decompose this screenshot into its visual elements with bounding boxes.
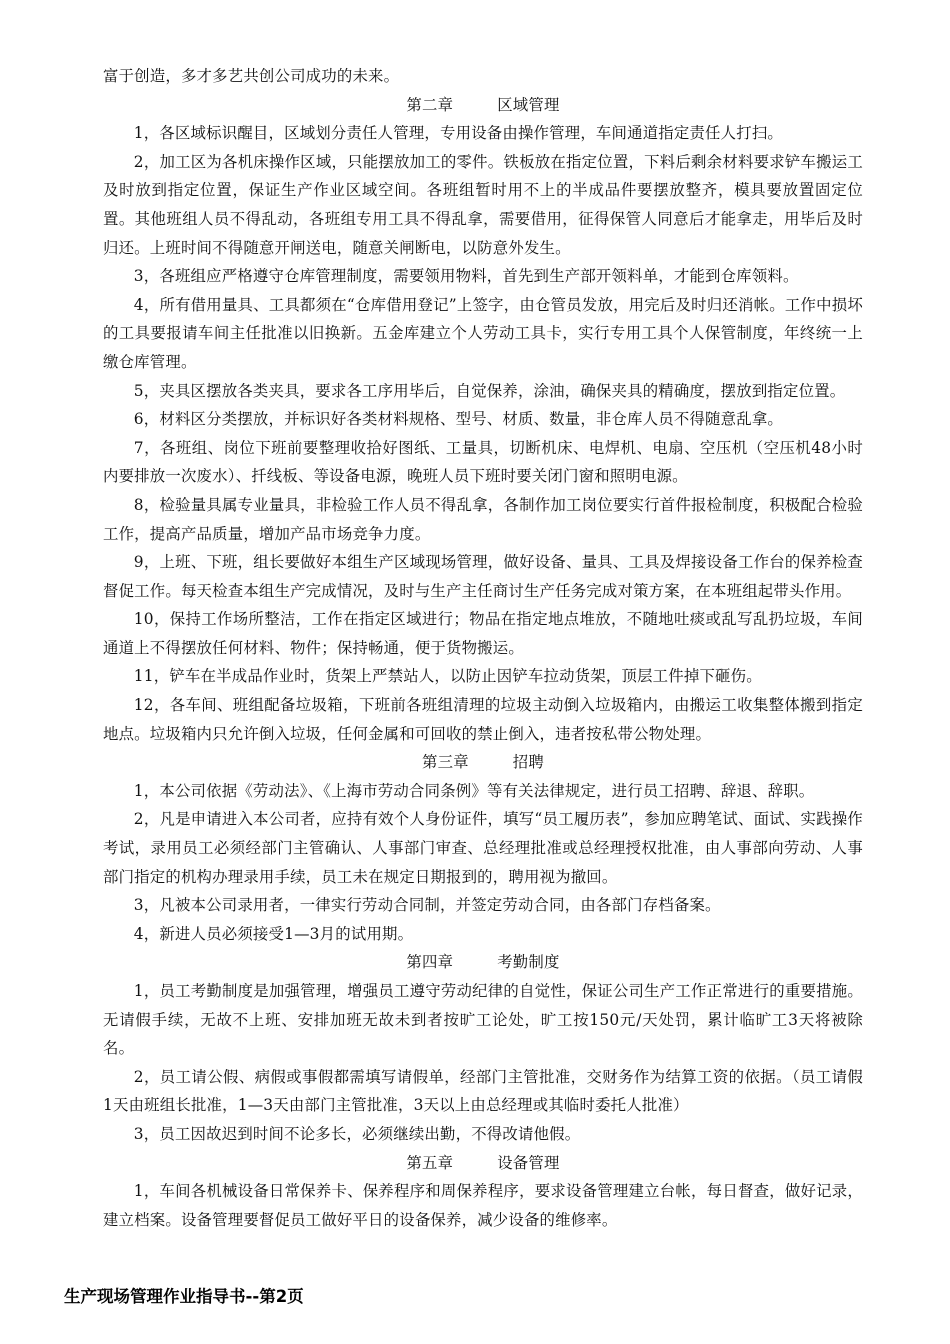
- paragraph: 2，加工区为各机床操作区域，只能摆放加工的零件。铁板放在指定位置，下料后剩余材料要求铲车搬运工及时放到指定位置，保证生产作业区域空间。各班组暂时用不上的半成品件要摆放整齐，模具要放置固定位置。其他班组人员不得乱动，各班组专用工具不得乱拿，需要借用，征得保管人同意后才能拿走，用毕后及时归还。上班时间不得随意开闸送电，随意关闸断电，以防意外发生。: [103, 152, 863, 257]
- page-footer: 生产现场管理作业指导书--第2页: [64, 1287, 304, 1306]
- paragraph: 4，新进人员必须接受1—3月的试用期。: [133, 924, 414, 943]
- chapter-title: 招聘: [512, 753, 544, 772]
- chapter-number: 第二章: [406, 95, 454, 114]
- chapter-2: [103, 91, 863, 749]
- chapter-title: 设备管理: [497, 1153, 560, 1172]
- chapter-3: [103, 748, 863, 948]
- chapter-heading: [103, 91, 863, 120]
- paragraph: 5，夹具区摆放各类夹具，要求各工序用毕后，自觉保养，涂油，确保夹具的精确度，摆放到指定位置。: [133, 381, 846, 400]
- document-body: [103, 62, 863, 1234]
- paragraph: 4，所有借用量具、工具都须在“仓库借用登记”上签字，由仓管员发放，用完后及时归还消帐。工作中损坏的工具要报请车间主任批准以旧换新。五金库建立个人劳动工具卡，实行专用工具个人保管制度，年终统一上缴仓库管理。: [103, 295, 863, 371]
- paragraph: 9，上班、下班，组长要做好本组生产区域现场管理，做好设备、量具、工具及焊接设备工作台的保养检查督促工作。每天检查本组生产完成情况，及时与生产主任商讨生产任务完成对策方案，在本班组起带头作用。: [103, 553, 863, 600]
- paragraph: 11，铲车在半成品作业时，货架上严禁站人，以防止因铲车拉动货架，顶层工件掉下砸伤。: [133, 667, 762, 686]
- paragraph: 2，凡是申请进入本公司者，应持有效个人身份证件，填写“员工履历表”，参加应聘笔试、面试、实践操作考试，录用员工必须经部门主管确认、人事部门审查、总经理批准或总经理授权批准，由人事部向劳动、人事部门指定的机构办理录用手续，员工未在规定日期报到的，聘用视为撤回。: [103, 810, 863, 886]
- paragraph: 6，材料区分类摆放，并标识好各类材料规格、型号、材质、数量，非仓库人员不得随意乱拿。: [133, 410, 784, 429]
- paragraph: 1，车间各机械设备日常保养卡、保养程序和周保养程序，要求设备管理建立台帐，每日督查，做好记录，建立档案。设备管理要督促员工做好平日的设备保养，减少设备的维修率。: [103, 1182, 863, 1229]
- paragraph: 2，员工请公假、病假或事假都需填写请假单，经部门主管批准，交财务作为结算工资的依据。（员工请假1天由班组长批准，1—3天由部门主管批准，3天以上由总经理或其临时委托人批准）: [103, 1067, 863, 1115]
- paragraph: 3，凡被本公司录用者，一律实行劳动合同制，并签定劳动合同，由各部门存档备案。: [133, 896, 721, 915]
- chapter-4: [103, 948, 863, 1148]
- paragraph: 10，保持工作场所整洁，工作在指定区域进行；物品在指定地点堆放，不随地吐痰或乱写乱扔垃圾，车间通道上不得摆放任何材料、物件；保持畅通，便于货物搬运。: [103, 610, 863, 657]
- chapter-5: [103, 1149, 863, 1235]
- paragraph: 12，各车间、班组配备垃圾箱，下班前各班组清理的垃圾主动倒入垃圾箱内，由搬运工收集整体搬到指定地点。垃圾箱内只允许倒入垃圾，任何金属和可回收的禁止倒入，违者按私带公物处理。: [103, 696, 863, 743]
- chapter-heading: [103, 1149, 863, 1178]
- paragraph: 3，员工因故迟到时间不论多长，必须继续出勤，不得改请他假。: [133, 1124, 581, 1143]
- chapter-heading: [103, 948, 863, 977]
- paragraph: 8，检验量具属专业量具，非检验工作人员不得乱拿，各制作加工岗位要实行首件报检制度，积极配合检验工作，提高产品质量，增加产品市场竞争力度。: [103, 495, 863, 543]
- paragraph: 1，员工考勤制度是加强管理，增强员工遵守劳动纪律的自觉性，保证公司生产工作正常进行的重要措施。无请假手续，无故不上班、安排加班无故未到者按旷工论处，旷工按150元/天处罚，累计临旷工3天将被除名。: [103, 982, 863, 1058]
- lead-paragraph: 富于创造，多才多艺共创公司成功的未来。: [103, 67, 400, 85]
- chapter-heading: [103, 748, 863, 777]
- chapter-number: 第三章: [422, 753, 469, 772]
- chapter-number: 第四章: [406, 953, 454, 972]
- paragraph: 3，各班组应严格遵守仓库管理制度，需要领用物料，首先到生产部开领料单，才能到仓库领料。: [133, 267, 799, 286]
- chapter-number: 第五章: [406, 1153, 454, 1172]
- paragraph: 7，各班组、岗位下班前要整理收拾好图纸、工量具，切断机床、电焊机、电扇、空压机（空压机48小时内要排放一次废水）、扦线板、等设备电源，晚班人员下班时要关闭门窗和照明电源。: [103, 438, 863, 486]
- chapter-title: 区域管理: [497, 95, 560, 114]
- paragraph: 1，各区域标识醒目，区域划分责任人管理，专用设备由操作管理，车间通道指定责任人打扫。: [133, 124, 784, 143]
- chapter-title: 考勤制度: [497, 953, 560, 972]
- paragraph: 1，本公司依据《劳动法》、《上海市劳动合同条例》等有关法律规定，进行员工招聘、辞退、辞职。: [133, 781, 815, 800]
